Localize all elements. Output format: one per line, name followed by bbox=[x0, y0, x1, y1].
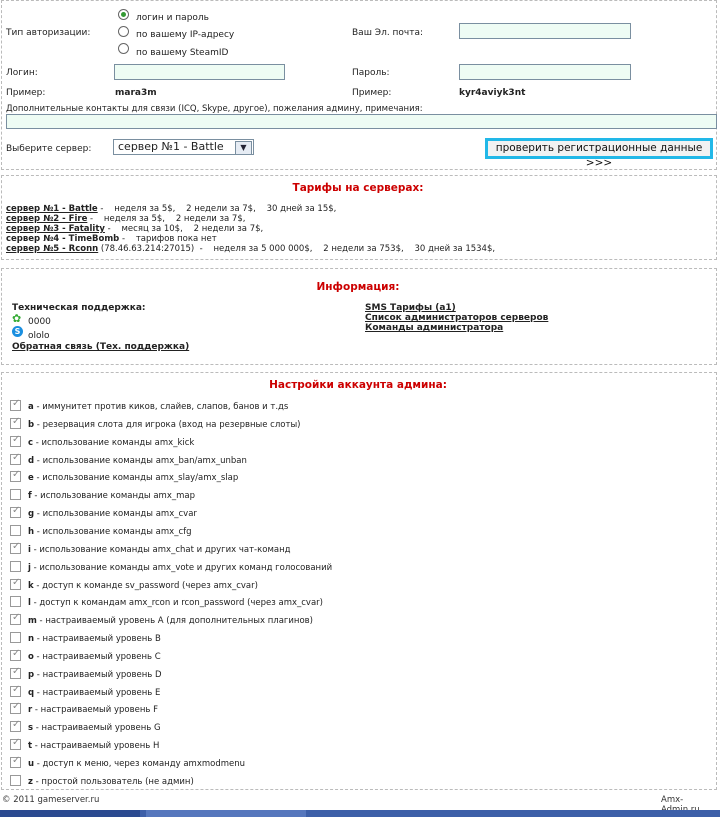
permission-label-i bbox=[28, 545, 291, 555]
permission-checkbox-p[interactable] bbox=[10, 668, 21, 679]
permission-key: h bbox=[28, 527, 35, 537]
admin-list-link[interactable]: Список администраторов серверов bbox=[365, 313, 549, 323]
site-link[interactable]: Amx- bbox=[661, 795, 684, 805]
icq-icon: ✿ bbox=[12, 312, 22, 325]
permission-key: a bbox=[28, 402, 34, 412]
permission-text: - простой пользователь (не админ) bbox=[32, 777, 194, 787]
skype-icon: S bbox=[12, 326, 23, 337]
permission-checkbox-o[interactable] bbox=[10, 650, 21, 661]
permission-key: t bbox=[28, 741, 33, 751]
permission-label-g bbox=[28, 509, 197, 519]
login-example-label: Пример: bbox=[6, 88, 46, 98]
password-label: Пароль: bbox=[352, 68, 390, 78]
permission-label-s bbox=[28, 723, 161, 733]
permission-checkbox-h[interactable] bbox=[10, 525, 21, 536]
tariff-row bbox=[6, 214, 245, 224]
permission-checkbox-n[interactable] bbox=[10, 632, 21, 643]
auth-option-ip: по вашему IP-адресу bbox=[136, 30, 235, 40]
password-field[interactable] bbox=[459, 64, 631, 80]
permission-text: - настраиваемый уровень D bbox=[34, 670, 162, 680]
permission-text: - использование команды amx_vote и других команд голосований bbox=[30, 563, 333, 573]
permission-label-u bbox=[28, 759, 245, 769]
tariff-text: (78.46.63.214:27015) - неделя за 5 000 000$, 2 недели за 753$, 30 дней за 1534$, bbox=[100, 244, 496, 254]
permission-label-z bbox=[28, 777, 194, 787]
permission-label-e bbox=[28, 473, 238, 483]
copyright: © 2011 gameserver.ru bbox=[2, 795, 100, 805]
permission-key: k bbox=[28, 581, 34, 591]
check-registration-button[interactable]: проверить регистрационные данные >>> bbox=[485, 138, 713, 159]
permission-text: - настраиваемый уровень C bbox=[33, 652, 161, 662]
tariff-row bbox=[6, 224, 263, 234]
server-select-value: сервер №1 - Battle bbox=[118, 140, 224, 153]
permission-label-n bbox=[28, 634, 161, 644]
permission-label-l bbox=[28, 598, 323, 608]
permission-text: - настраиваемый уровень B bbox=[34, 634, 161, 644]
tariff-server-link[interactable]: сервер №2 - Fire bbox=[6, 214, 88, 224]
permission-text: - использование команды amx_chat и других чат-команд bbox=[30, 545, 291, 555]
login-example-value: mara3m bbox=[115, 88, 157, 98]
taskbar bbox=[0, 810, 720, 817]
sms-tariffs-link[interactable]: SMS Тарифы (a1) bbox=[365, 303, 456, 313]
tariff-server-link[interactable]: сервер №3 - Fatality bbox=[6, 224, 105, 234]
permission-text: - доступ к меню, через команду amxmodmenu bbox=[34, 759, 246, 769]
feedback-link[interactable]: Обратная связь (Тех. поддержка) bbox=[12, 342, 190, 352]
tariff-text: - месяц за 10$, 2 недели за 7$, bbox=[107, 224, 264, 234]
permission-label-f bbox=[28, 491, 195, 501]
permission-text: - настраиваемый уровень A (для дополнительных плагинов) bbox=[36, 616, 313, 626]
permission-key: r bbox=[28, 705, 33, 715]
permission-key: d bbox=[28, 456, 35, 466]
permission-label-b bbox=[28, 420, 300, 430]
tariff-row bbox=[6, 234, 217, 244]
permission-checkbox-e[interactable] bbox=[10, 471, 21, 482]
auth-type-label: Тип авторизации: bbox=[6, 28, 91, 38]
contacts-field[interactable] bbox=[6, 114, 717, 129]
permission-label-m bbox=[28, 616, 313, 626]
permission-text: - иммунитет против киков, слайев, слапов, банов и т.дs bbox=[33, 402, 289, 412]
permission-label-r bbox=[28, 705, 158, 715]
permission-checkbox-f[interactable] bbox=[10, 489, 21, 500]
permission-key: f bbox=[28, 491, 32, 501]
permission-key: c bbox=[28, 438, 34, 448]
permission-checkbox-g[interactable] bbox=[10, 507, 21, 518]
permission-text: - настраиваемый уровень G bbox=[33, 723, 161, 733]
permission-text: - настраиваемый уровень F bbox=[32, 705, 159, 715]
permission-text: - использование команды amx_ban/amx_unban bbox=[34, 456, 247, 466]
permission-text: - доступ к команде sv_password (через amx_cvar) bbox=[33, 581, 258, 591]
permission-key: s bbox=[28, 723, 34, 733]
email-label: Ваш Эл. почта: bbox=[352, 28, 424, 38]
tariff-server-link[interactable]: сервер №1 - Battle bbox=[6, 204, 98, 214]
permission-text: - настраиваемый уровень E bbox=[34, 688, 161, 698]
chevron-down-icon[interactable]: ▼ bbox=[235, 141, 252, 155]
support-label: Техническая поддержка: bbox=[12, 303, 146, 313]
tariff-server-link[interactable]: сервер №5 - Rconn bbox=[6, 244, 99, 254]
permission-key: l bbox=[28, 598, 31, 608]
permission-checkbox-b[interactable] bbox=[10, 418, 21, 429]
permission-checkbox-a[interactable] bbox=[10, 400, 21, 411]
account-settings-title: Настройки аккаунта админа: bbox=[269, 379, 447, 391]
auth-radio-ip[interactable] bbox=[118, 26, 129, 37]
tariff-server-name: сервер №4 - TimeBomb bbox=[6, 234, 120, 244]
tariffs-title: Тарифы на серверах: bbox=[292, 182, 424, 194]
permission-checkbox-s[interactable] bbox=[10, 721, 21, 732]
tariff-row bbox=[6, 204, 336, 214]
login-label: Логин: bbox=[6, 68, 38, 78]
server-label: Выберите сервер: bbox=[6, 144, 92, 154]
permission-key: o bbox=[28, 652, 34, 662]
permission-checkbox-r[interactable] bbox=[10, 703, 21, 714]
permission-key: n bbox=[28, 634, 35, 644]
permission-label-d bbox=[28, 456, 247, 466]
permission-checkbox-t[interactable] bbox=[10, 739, 21, 750]
admin-commands-link[interactable]: Команды администратора bbox=[365, 323, 504, 333]
permission-label-j bbox=[28, 563, 332, 573]
permission-text: - использование команды amx_kick bbox=[33, 438, 195, 448]
permission-text: - резервация слота для игрока (вход на резервные слоты) bbox=[34, 420, 301, 430]
permission-checkbox-j[interactable] bbox=[10, 561, 21, 572]
tariff-text: - неделя за 5$, 2 недели за 7$, bbox=[90, 214, 246, 224]
permission-key: q bbox=[28, 688, 35, 698]
permission-label-q bbox=[28, 688, 160, 698]
permission-text: - доступ к командам amx_rcon и rcon_password (через amx_cvar) bbox=[30, 598, 323, 608]
permission-checkbox-i[interactable] bbox=[10, 543, 21, 554]
permission-key: u bbox=[28, 759, 35, 769]
permission-checkbox-c[interactable] bbox=[10, 436, 21, 447]
password-example-value: kyr4aviyk3nt bbox=[459, 88, 526, 98]
permission-label-a bbox=[28, 402, 288, 412]
contacts-label: Дополнительные контакты для связи (ICQ, Skype, другое), пожелания админу, примечания: bbox=[6, 104, 423, 114]
taskbar-segment bbox=[146, 810, 306, 817]
permission-text: - настраиваемый уровень H bbox=[32, 741, 160, 751]
tariff-text: - тарифов пока нет bbox=[121, 234, 217, 244]
tariff-row bbox=[6, 244, 495, 254]
email-field[interactable] bbox=[459, 23, 631, 39]
login-field[interactable] bbox=[114, 64, 285, 80]
auth-radio-steamid[interactable] bbox=[118, 43, 129, 54]
server-select[interactable] bbox=[113, 139, 254, 155]
tariff-text: - неделя за 5$, 2 недели за 7$, 30 дней за 15$, bbox=[100, 204, 337, 214]
permission-key: e bbox=[28, 473, 34, 483]
permission-text: - использование команды amx_cfg bbox=[34, 527, 192, 537]
permission-label-o bbox=[28, 652, 161, 662]
permission-key: z bbox=[28, 777, 33, 787]
permission-checkbox-k[interactable] bbox=[10, 579, 21, 590]
permission-checkbox-q[interactable] bbox=[10, 686, 21, 697]
permission-key: p bbox=[28, 670, 35, 680]
info-title: Информация: bbox=[316, 281, 400, 293]
permission-checkbox-l[interactable] bbox=[10, 596, 21, 607]
permission-label-t bbox=[28, 741, 159, 751]
permission-key: b bbox=[28, 420, 35, 430]
permission-key: j bbox=[28, 563, 31, 573]
permission-text: - использование команды amx_map bbox=[31, 491, 195, 501]
permission-text: - использование команды amx_cvar bbox=[34, 509, 197, 519]
permission-checkbox-d[interactable] bbox=[10, 454, 21, 465]
taskbar-segment bbox=[0, 810, 140, 817]
permission-label-c bbox=[28, 438, 194, 448]
permission-checkbox-z[interactable] bbox=[10, 775, 21, 786]
permission-label-h bbox=[28, 527, 192, 537]
auth-option-steamid: по вашему SteamID bbox=[136, 48, 229, 58]
permission-label-p bbox=[28, 670, 162, 680]
skype-name: ololo bbox=[28, 331, 50, 341]
permission-key: i bbox=[28, 545, 31, 555]
permission-checkbox-m[interactable] bbox=[10, 614, 21, 625]
auth-option-login: логин и пароль bbox=[136, 13, 209, 23]
permission-key: g bbox=[28, 509, 35, 519]
permission-label-k bbox=[28, 581, 258, 591]
permission-key: m bbox=[28, 616, 37, 626]
icq-number: 0000 bbox=[28, 317, 51, 327]
auth-radio-login[interactable] bbox=[118, 9, 129, 20]
permission-text: - использование команды amx_slay/amx_slap bbox=[33, 473, 239, 483]
password-example-label: Пример: bbox=[352, 88, 392, 98]
permission-checkbox-u[interactable] bbox=[10, 757, 21, 768]
